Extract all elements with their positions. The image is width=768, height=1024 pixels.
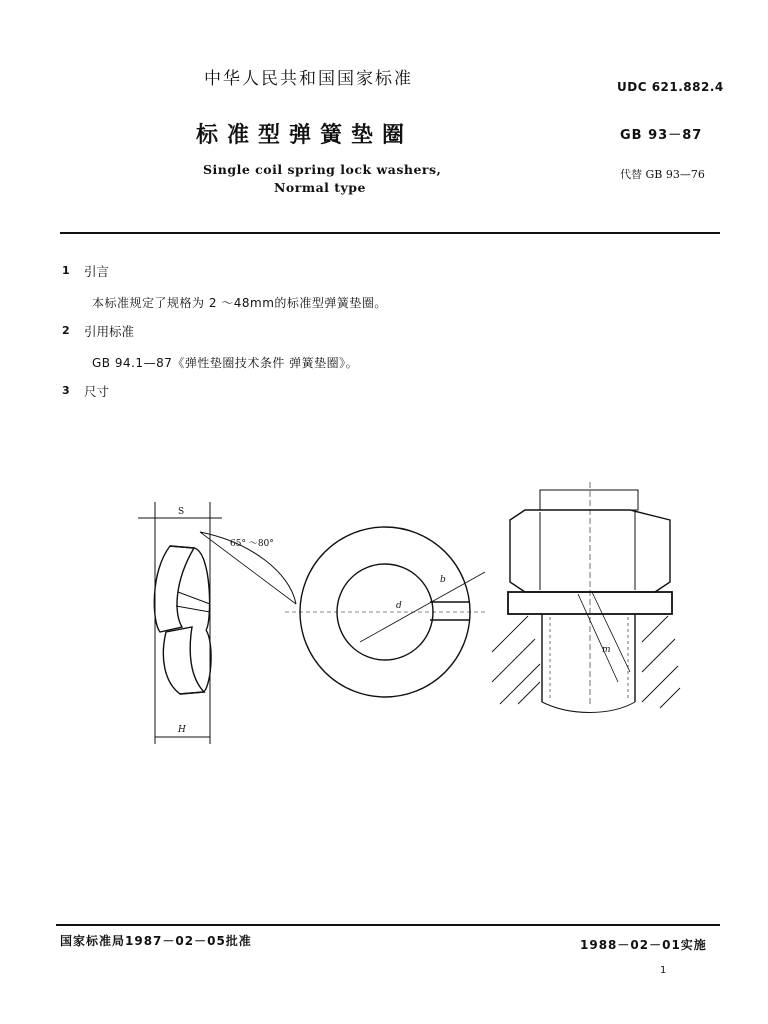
udc-code: UDC 621.882.4 bbox=[617, 80, 724, 94]
section-1-title: 引言 bbox=[84, 264, 110, 279]
title-english-line1: Single coil spring lock washers, bbox=[203, 162, 442, 177]
label-d: d bbox=[396, 601, 402, 611]
label-m: m bbox=[602, 645, 611, 655]
section-2-number: 2 bbox=[62, 324, 70, 337]
section-1-body: 本标准规定了规格为 2 ～48mm的标准型弹簧垫圈。 bbox=[92, 296, 387, 310]
section-3-title: 尺寸 bbox=[84, 384, 110, 399]
washer-top-view bbox=[285, 527, 485, 697]
approval-date: 国家标准局1987－02－05批准 bbox=[60, 934, 252, 948]
page-number: 1 bbox=[660, 965, 667, 976]
footer-divider bbox=[56, 924, 720, 926]
section-1-number: 1 bbox=[62, 264, 70, 277]
label-h: H bbox=[178, 725, 186, 735]
replaces-standard: 代替 GB 93—76 bbox=[620, 168, 705, 181]
label-b: b bbox=[440, 575, 446, 585]
label-angle: 65° ～80° bbox=[230, 539, 274, 549]
standard-number: GB 93－87 bbox=[620, 128, 703, 143]
issuer: 中华人民共和国国家标准 bbox=[204, 69, 413, 89]
implementation-date: 1988－02－01实施 bbox=[580, 938, 707, 952]
section-2-body: GB 94.1—87《弹性垫圈技术条件 弹簧垫圈》。 bbox=[92, 356, 359, 370]
bolt-assembly-view bbox=[492, 482, 680, 713]
washer-drawing bbox=[130, 482, 690, 752]
label-s: S bbox=[178, 507, 185, 517]
title-english-line2: Normal type bbox=[274, 180, 367, 195]
header-divider bbox=[60, 232, 720, 234]
section-2-title: 引用标准 bbox=[84, 324, 135, 339]
section-3-number: 3 bbox=[62, 384, 70, 397]
title-chinese: 标准型弹簧垫圈 bbox=[196, 123, 414, 148]
